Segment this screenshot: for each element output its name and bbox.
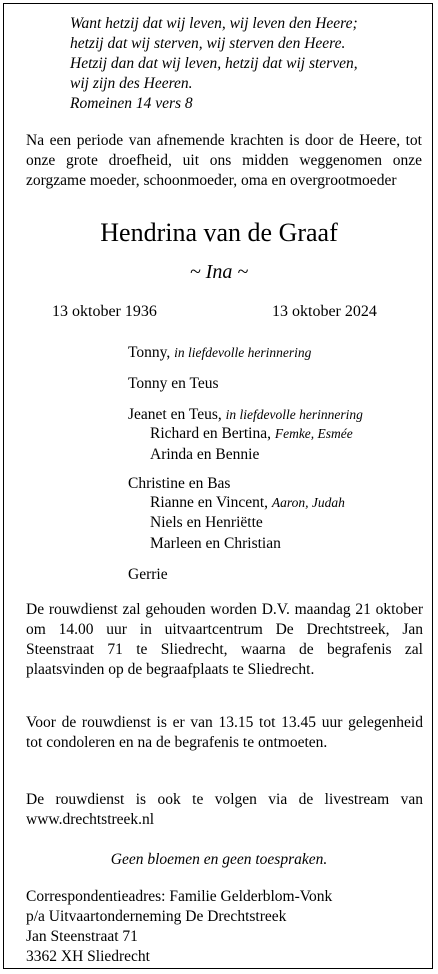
family-member: Tonny, in liefdevolle herinnering [128, 344, 312, 361]
verse-line: wij zijn des Heeren. [70, 75, 193, 92]
obituary-frame [3, 3, 433, 969]
deceased-nickname: ~ Ina ~ [189, 261, 249, 283]
birth-date: 13 oktober 1936 [52, 303, 157, 320]
verse-line: hetzij dat wij sterven, wij sterven den Heere. [70, 35, 346, 52]
condolence-details: Voor de rouwdienst is er van 13.15 tot 13.45 uur gelegenheid tot condoleren en na de begrafenis te ontmoeten. [26, 714, 423, 751]
intro-text: Na een periode van afnemende krachten is door de Heere, tot onze grote droefheid, uit ons midden weggenomen onze zorgzame moeder, schoonmoeder, oma en overgrootmoeder [26, 132, 422, 189]
address-line: Correspondentieadres: Familie Gelderblom-Vonk [26, 888, 333, 905]
livestream-details: De rouwdienst is ook te volgen via de livestream van www.drechtstreek.nl [26, 791, 423, 828]
verse-line: Hetzij dan dat wij leven, hetzij dat wij sterven, [70, 55, 358, 72]
family-member: Richard en Bertina, Femke, Esmée [150, 425, 353, 442]
family-note: in liefdevolle herinnering [225, 407, 363, 422]
death-date: 13 oktober 2024 [272, 303, 377, 320]
no-flowers-note: Geen bloemen en geen toespraken. [110, 851, 328, 868]
family-member: Rianne en Vincent, Aaron, Judah [150, 494, 345, 511]
family-children: Femke, Esmée [274, 426, 353, 441]
service-details: De rouwdienst zal gehouden worden D.V. maandag 21 oktober om 14.00 uur in uitvaartcentrum De Drechtstreek, Jan Steenstraat 71 te Sliedrecht, waarna de begrafenis zal plaatsvinden op de begraafplaats te Sliedrecht. [26, 601, 423, 678]
address-line: 3362 XH Sliedrecht [26, 948, 150, 965]
family-member: Tonny en Teus [128, 375, 219, 392]
family-member: Christine en Bas [128, 475, 231, 492]
family-member: Jeanet en Teus, in liefdevolle herinnering [128, 406, 363, 423]
bible-verse [70, 14, 358, 114]
address-line: p/a Uitvaartonderneming De Drechtstreek [26, 908, 287, 925]
family-member: Marleen en Christian [150, 535, 281, 552]
family-note: in liefdevolle herinnering [174, 345, 312, 360]
family-member: Gerrie [128, 566, 168, 583]
deceased-name: Hendrina van de Graaf [100, 218, 338, 247]
family-member: Arinda en Bennie [150, 446, 260, 463]
family-member: Niels en Henriëtte [150, 514, 263, 531]
verse-reference: Romeinen 14 vers 8 [70, 95, 193, 112]
verse-line: Want hetzij dat wij leven, wij leven den Heere; [70, 15, 358, 32]
family-children: Aaron, Judah [271, 495, 345, 510]
address-line: Jan Steenstraat 71 [26, 928, 138, 945]
correspondence-address [26, 887, 332, 967]
